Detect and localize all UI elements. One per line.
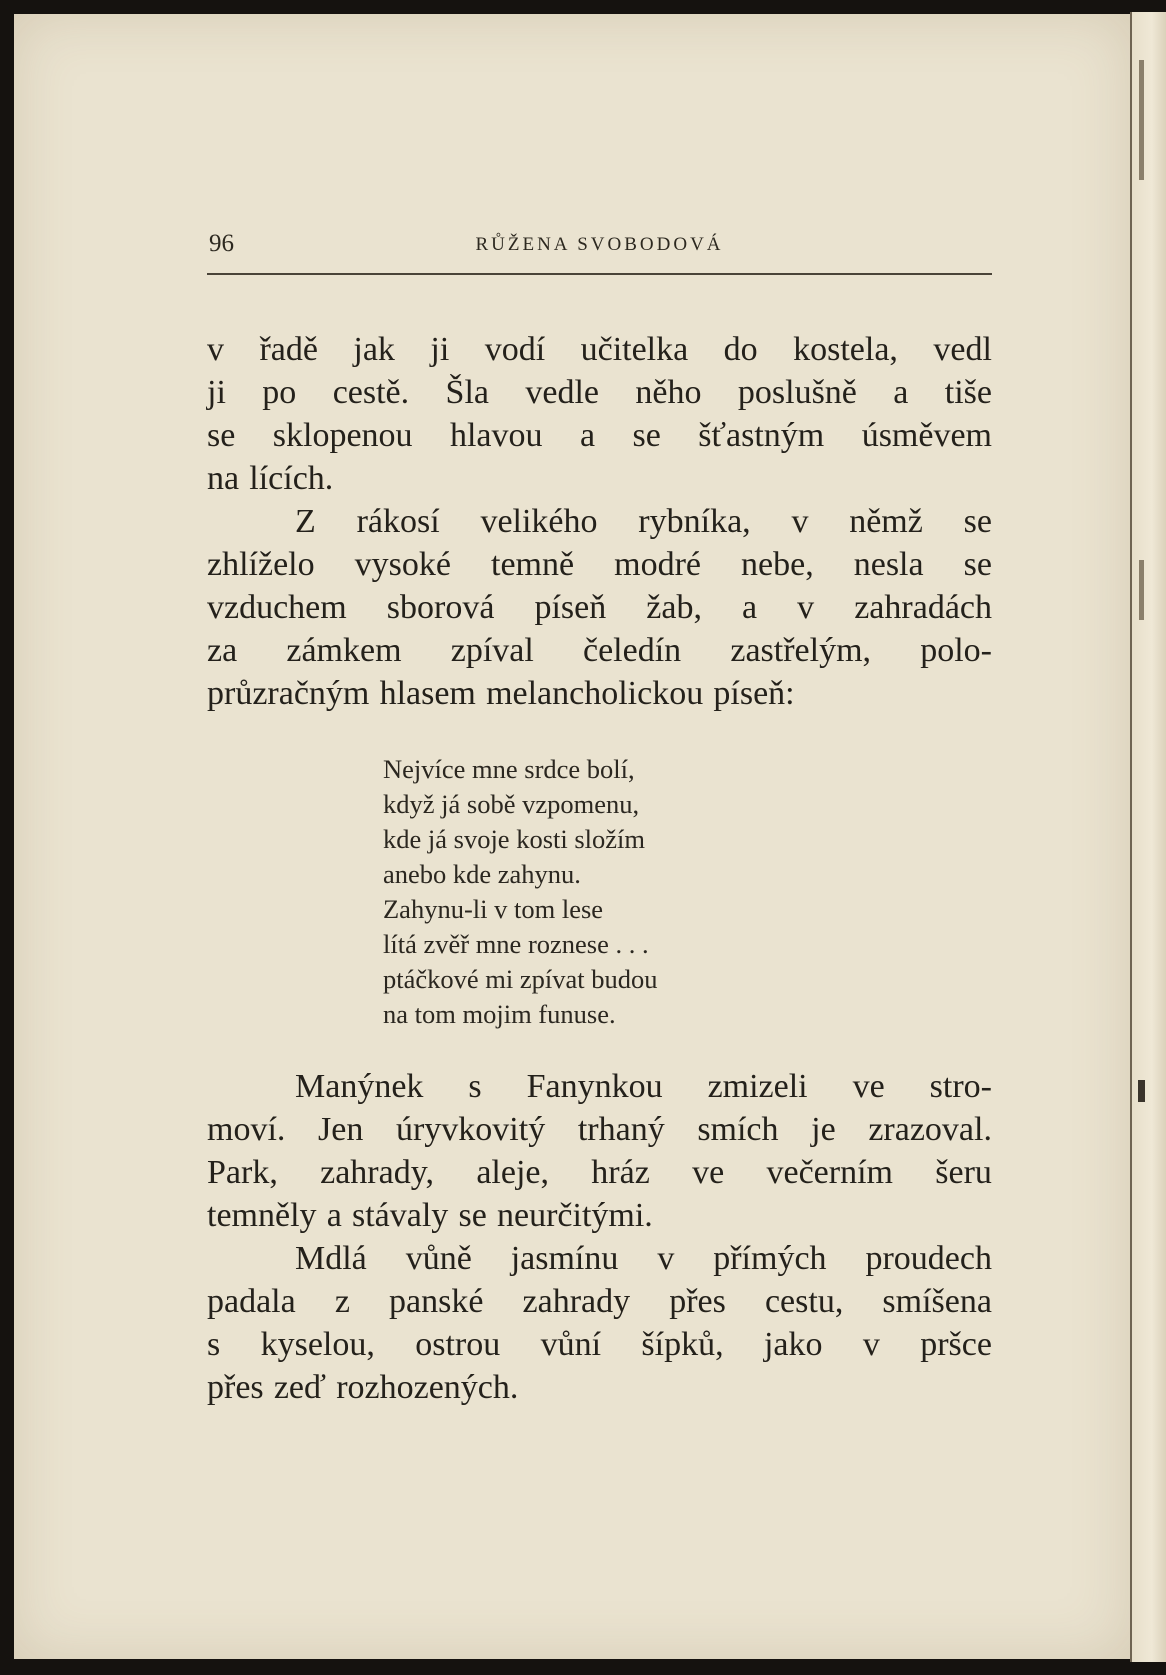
word: hlasem <box>379 675 476 712</box>
poem-line: kde já svoje kosti složím <box>383 824 646 854</box>
word: učitelka <box>580 331 689 368</box>
word: vedle <box>525 374 600 411</box>
word: zahradách <box>854 589 992 626</box>
page-number: 96 <box>209 230 234 257</box>
text-line <box>207 1108 992 1151</box>
word: do <box>723 331 758 368</box>
word: a <box>326 1197 342 1234</box>
word: polo- <box>920 632 992 669</box>
word: po <box>262 374 297 411</box>
word: zámkem <box>286 632 402 669</box>
word: šeru <box>935 1154 992 1191</box>
word: lících. <box>249 460 334 497</box>
page-edge <box>1130 12 1166 1662</box>
word: šťastným <box>698 417 825 454</box>
word: s <box>468 1068 482 1105</box>
word: zeď <box>273 1369 327 1406</box>
word: v <box>791 503 809 540</box>
word: přímých <box>713 1240 827 1277</box>
word: Fanynkou <box>526 1068 663 1105</box>
paragraph-3 <box>207 1065 992 1237</box>
word: přes <box>207 1369 264 1406</box>
word: Jen <box>318 1111 364 1148</box>
word: a <box>742 589 758 626</box>
word: přes <box>669 1283 726 1320</box>
word: zmizeli <box>707 1068 808 1105</box>
word: smíšena <box>882 1283 992 1320</box>
word: hlavou <box>449 417 543 454</box>
word: z <box>334 1283 350 1320</box>
word: rybníka, <box>638 503 751 540</box>
text-line <box>207 328 992 371</box>
word: němž <box>849 503 923 540</box>
word: je <box>811 1111 836 1148</box>
word: a <box>579 417 596 454</box>
word: se <box>963 503 992 540</box>
word: zhlíželo <box>207 546 315 583</box>
word: modré <box>614 546 701 583</box>
word: neurčitými. <box>497 1197 653 1234</box>
word: sborová <box>386 589 495 626</box>
word: jako <box>763 1326 823 1363</box>
text-line <box>207 1323 992 1366</box>
text-line <box>207 1151 992 1194</box>
word: melancholickou <box>486 675 704 712</box>
word: vedl <box>933 331 992 368</box>
poem-line: Nejvíce mne srdce bolí, <box>383 754 635 784</box>
word: vzduchem <box>207 589 347 626</box>
poem-line: anebo kde zahynu. <box>383 859 581 889</box>
word: večerním <box>766 1154 893 1191</box>
word: zpíval <box>450 632 534 669</box>
word: na <box>207 460 240 497</box>
word: ji <box>430 331 450 368</box>
poem-line: Zahynu-li v tom lese <box>383 894 604 924</box>
word: stro- <box>929 1068 992 1105</box>
word: zahrady, <box>320 1154 435 1191</box>
word: rákosí <box>356 503 440 540</box>
word: vůní <box>540 1326 602 1363</box>
word: řadě <box>259 331 318 368</box>
word: trhaný <box>577 1111 665 1148</box>
word: v <box>207 331 224 368</box>
word: aleje, <box>476 1154 549 1191</box>
poem-line: ptáčkové mi zpívat budou <box>383 964 658 994</box>
text-line <box>207 1065 992 1108</box>
word: vůně <box>405 1240 472 1277</box>
text-line <box>207 1280 992 1323</box>
word: ve <box>692 1154 725 1191</box>
word: se <box>207 417 236 454</box>
word: Šla <box>445 374 489 411</box>
word: velikého <box>480 503 598 540</box>
word: kyselou, <box>260 1326 375 1363</box>
word: kostela, <box>793 331 898 368</box>
paragraph-2 <box>207 500 992 715</box>
word: jak <box>353 331 395 368</box>
word: Manýnek <box>295 1068 424 1105</box>
word: sklopenou <box>272 417 413 454</box>
word: temně <box>491 546 575 583</box>
word: zahrady <box>522 1283 631 1320</box>
word: hráz <box>591 1154 650 1191</box>
paragraph-4 <box>207 1237 992 1409</box>
word: se <box>632 417 661 454</box>
word: tiše <box>944 374 992 411</box>
word: zrazoval. <box>868 1111 992 1148</box>
text-line <box>207 543 992 586</box>
word: temněly <box>207 1197 317 1234</box>
header-rule <box>207 273 992 275</box>
word: v <box>657 1240 675 1277</box>
text-line <box>207 371 992 414</box>
text-line <box>207 1194 992 1237</box>
word: panské <box>389 1283 484 1320</box>
word: čeledín <box>583 632 682 669</box>
word: zastřelým, <box>730 632 872 669</box>
page-header <box>207 230 992 264</box>
word: nebe, <box>741 546 814 583</box>
word: píseň: <box>713 675 795 712</box>
word: pršce <box>920 1326 992 1363</box>
text-line <box>207 500 992 543</box>
word: za <box>207 632 238 669</box>
text-line <box>207 629 992 672</box>
word: v <box>797 589 815 626</box>
word: rozhozených. <box>336 1369 519 1406</box>
page-edge-mark <box>1138 1080 1145 1102</box>
word: se <box>458 1197 487 1234</box>
word: průzračným <box>207 675 370 712</box>
word: úryvkovitý <box>395 1111 546 1148</box>
text-block-lower <box>207 1065 992 1409</box>
text-line <box>207 672 992 715</box>
word: poslušně <box>737 374 857 411</box>
word: s <box>207 1326 221 1363</box>
word: proudech <box>865 1240 992 1277</box>
text-block-upper <box>207 328 992 715</box>
word: nesla <box>853 546 924 583</box>
word: Park, <box>207 1154 278 1191</box>
word: ostrou <box>415 1326 501 1363</box>
poem-line: když já sobě vzpomenu, <box>383 789 640 819</box>
word: cestě. <box>332 374 410 411</box>
word: se <box>963 546 992 583</box>
word: vodí <box>484 331 546 368</box>
word: moví. <box>207 1111 286 1148</box>
word: úsměvem <box>861 417 992 454</box>
word: vysoké <box>354 546 451 583</box>
word: cestu, <box>764 1283 844 1320</box>
text-line <box>207 1237 992 1280</box>
word: stávaly <box>352 1197 449 1234</box>
text-line <box>207 586 992 629</box>
word: ve <box>852 1068 885 1105</box>
page-edge-mark <box>1139 560 1144 620</box>
word: v <box>862 1326 880 1363</box>
word: jasmínu <box>510 1240 619 1277</box>
text-line <box>207 457 992 500</box>
word: žab, <box>646 589 702 626</box>
word: šípků, <box>641 1326 724 1363</box>
poem-line: lítá zvěř mne roznese . . . <box>383 929 649 959</box>
text-line <box>207 1366 992 1409</box>
paragraph-1 <box>207 328 992 500</box>
word: smích <box>697 1111 779 1148</box>
running-head: RŮŽENA SVOBODOVÁ <box>475 234 724 255</box>
word: Z <box>295 503 316 540</box>
poem-block <box>383 752 843 1032</box>
word: píseň <box>534 589 607 626</box>
word: a <box>893 374 909 411</box>
word: ji <box>207 374 226 411</box>
word: padala <box>207 1283 296 1320</box>
poem-line: na tom mojim funuse. <box>383 999 616 1029</box>
word: něho <box>635 374 702 411</box>
word: Mdlá <box>295 1240 367 1277</box>
page-edge-mark <box>1139 60 1144 180</box>
text-line <box>207 414 992 457</box>
